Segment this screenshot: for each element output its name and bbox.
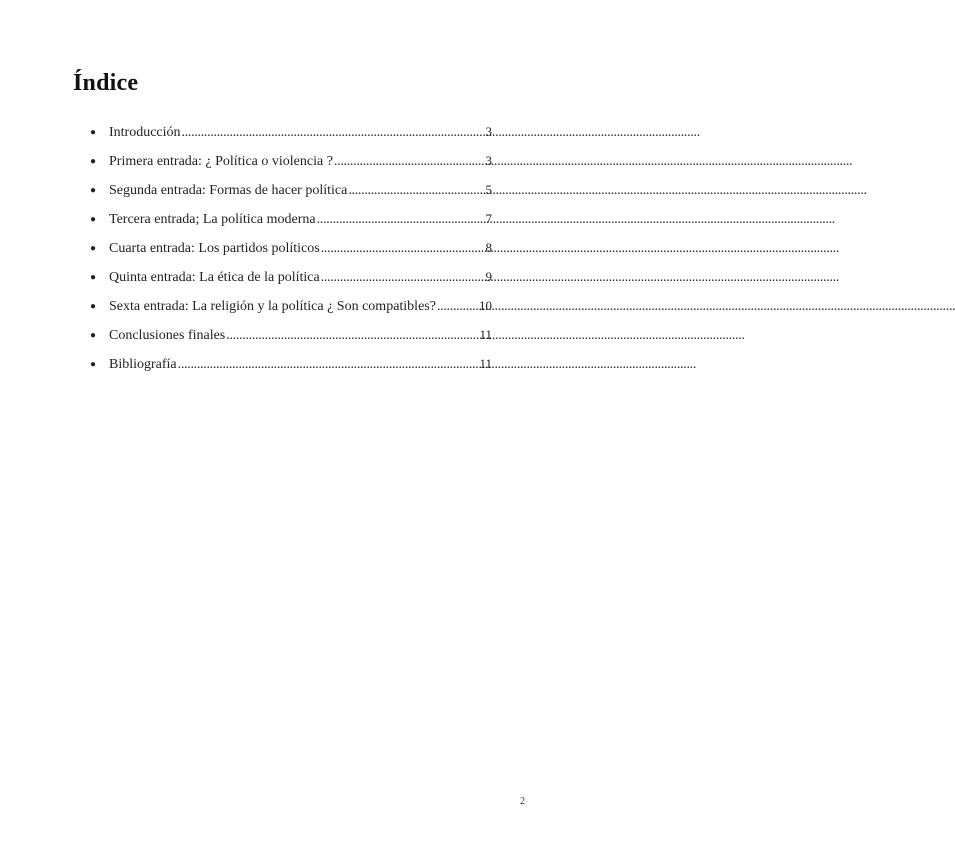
- bullet-icon: ●: [90, 359, 97, 370]
- toc-entry-title[interactable]: Quinta entrada: La ética de la política: [109, 270, 320, 285]
- dot-leader: [316, 210, 486, 230]
- toc-entry-title[interactable]: Cuarta entrada: Los partidos políticos: [109, 241, 320, 256]
- dot-leader: [436, 297, 479, 317]
- dot-leader: [181, 123, 486, 143]
- bullet-icon: ●: [90, 330, 97, 341]
- dot-leader: [320, 268, 486, 288]
- toc-entry-page: 7: [485, 211, 492, 226]
- dot-leader: [225, 326, 479, 346]
- toc-entry-page: 9: [485, 269, 492, 284]
- toc-entry-cuarta-entrada[interactable]: [90, 238, 492, 267]
- dot-leader: [347, 181, 485, 201]
- toc-entry-title[interactable]: Introducción: [109, 125, 181, 140]
- toc-entry-title[interactable]: Segunda entrada: Formas de hacer política: [109, 183, 348, 198]
- toc-entry-quinta-entrada[interactable]: [90, 267, 492, 296]
- toc-entry-page: 8: [485, 240, 492, 255]
- toc-entry-page: 5: [485, 182, 492, 197]
- toc-entry-page: 3: [485, 124, 492, 139]
- toc-entry-conclusiones[interactable]: [90, 325, 492, 354]
- bullet-icon: ●: [90, 156, 97, 167]
- toc-entry-title[interactable]: Tercera entrada; La política moderna: [109, 212, 316, 227]
- toc-entry-title[interactable]: Primera entrada: ¿ Política o violencia ?: [109, 154, 333, 169]
- toc-entry-page: 11: [479, 356, 492, 371]
- toc-entry-title[interactable]: Bibliografía: [109, 357, 177, 372]
- bullet-icon: ●: [90, 272, 97, 283]
- dot-leader: [177, 355, 480, 375]
- toc-entry-segunda-entrada[interactable]: [90, 180, 492, 209]
- page-number: 2: [520, 796, 525, 807]
- toc-entry-page: 10: [479, 298, 492, 313]
- toc-entry-title[interactable]: Sexta entrada: La religión y la política ¿ Son compatibles?: [109, 299, 436, 314]
- toc-entry-introduccion[interactable]: [90, 122, 492, 151]
- bullet-icon: ●: [90, 185, 97, 196]
- bullet-icon: ●: [90, 243, 97, 254]
- bullet-icon: ●: [90, 127, 97, 138]
- bullet-icon: ●: [90, 301, 97, 312]
- bullet-icon: ●: [90, 214, 97, 225]
- table-of-contents: [90, 122, 492, 383]
- dot-leader: [333, 152, 486, 172]
- toc-entry-sexta-entrada[interactable]: [90, 296, 492, 325]
- toc-entry-page: 11: [479, 327, 492, 342]
- toc-entry-bibliografia[interactable]: [90, 354, 492, 383]
- dot-leader: [320, 239, 486, 259]
- page-title: Índice: [73, 70, 139, 96]
- toc-entry-title[interactable]: Conclusiones finales: [109, 328, 226, 343]
- toc-entry-page: 3: [485, 153, 492, 168]
- toc-entry-tercera-entrada[interactable]: [90, 209, 492, 238]
- toc-entry-primera-entrada[interactable]: [90, 151, 492, 180]
